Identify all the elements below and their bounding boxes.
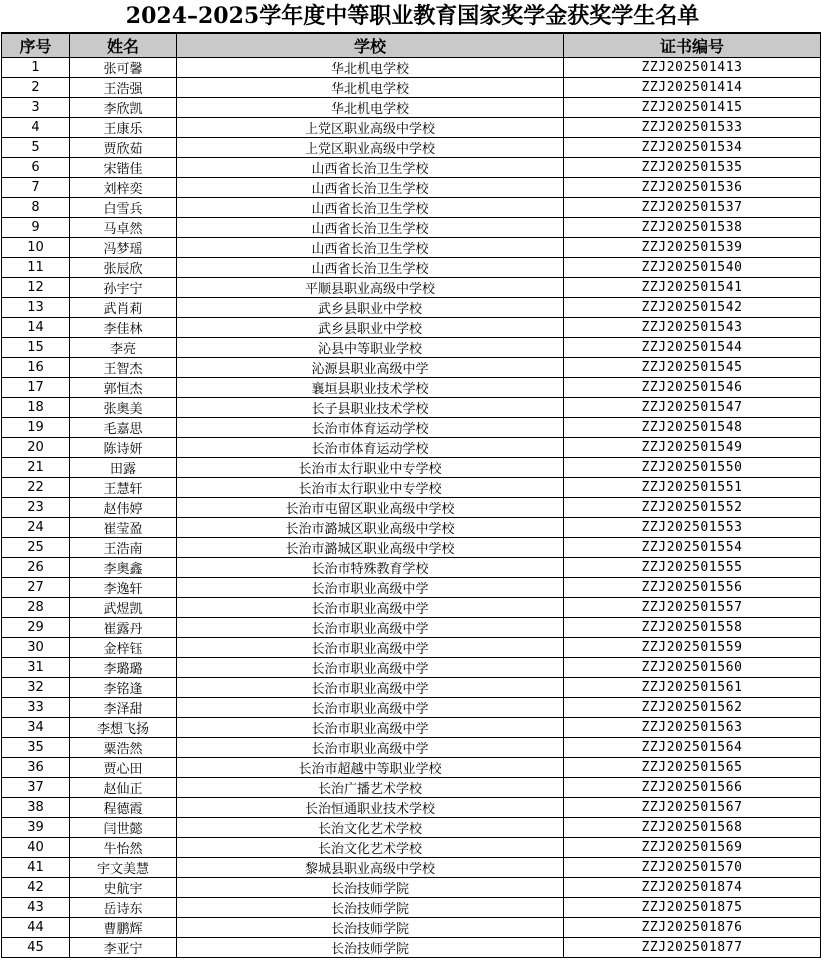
cell-school: 襄垣县职业技术学校 [177,378,564,398]
cell-school: 华北机电学校 [177,98,564,118]
cell-no: 36 [2,758,70,778]
cell-school: 山西省长治卫生学校 [177,198,564,218]
cell-school: 长治市太行职业中专学校 [177,478,564,498]
cell-cert: ZZJ202501545 [564,358,821,378]
cell-name: 史航宇 [70,878,177,898]
cell-no: 22 [2,478,70,498]
cell-school: 山西省长治卫生学校 [177,218,564,238]
cell-school: 长治市潞城区职业高级中学校 [177,518,564,538]
table-row [2,118,821,138]
cell-school: 长治市职业高级中学 [177,698,564,718]
table-row [2,478,821,498]
table-row [2,158,821,178]
table-row [2,638,821,658]
cell-cert: ZZJ202501542 [564,298,821,318]
cell-no: 23 [2,498,70,518]
cell-cert: ZZJ202501876 [564,918,821,938]
cell-school: 平顺县职业高级中学校 [177,278,564,298]
cell-name: 金梓钰 [70,638,177,658]
cell-school: 长治恒通职业技术学校 [177,798,564,818]
cell-name: 毛嘉思 [70,418,177,438]
cell-no: 19 [2,418,70,438]
cell-name: 王康乐 [70,118,177,138]
cell-school: 长治市特殊教育学校 [177,558,564,578]
cell-school: 长治市职业高级中学 [177,638,564,658]
cell-name: 张可馨 [70,58,177,78]
cell-school: 沁源县职业高级中学 [177,358,564,378]
cell-name: 刘梓奕 [70,178,177,198]
table-row [2,418,821,438]
table-row [2,138,821,158]
cell-name: 李亚宁 [70,938,177,958]
table-row [2,318,821,338]
cell-no: 29 [2,618,70,638]
cell-cert: ZZJ202501874 [564,878,821,898]
table-row [2,758,821,778]
cell-school: 武乡县职业中学校 [177,298,564,318]
cell-cert: ZZJ202501535 [564,158,821,178]
cell-no: 33 [2,698,70,718]
table-row [2,438,821,458]
cell-no: 35 [2,738,70,758]
cell-cert: ZZJ202501566 [564,778,821,798]
cell-school: 长治市职业高级中学 [177,718,564,738]
cell-no: 15 [2,338,70,358]
table-row [2,298,821,318]
cell-no: 12 [2,278,70,298]
cell-no: 31 [2,658,70,678]
table-row [2,558,821,578]
cell-cert: ZZJ202501875 [564,898,821,918]
cell-name: 王智杰 [70,358,177,378]
cell-school: 长治市职业高级中学 [177,618,564,638]
cell-cert: ZZJ202501549 [564,438,821,458]
table-row [2,698,821,718]
table-row [2,678,821,698]
table-row [2,58,821,78]
cell-no: 16 [2,358,70,378]
cell-school: 长治市职业高级中学 [177,738,564,758]
table-row [2,798,821,818]
cell-school: 长治市职业高级中学 [177,658,564,678]
cell-cert: ZZJ202501533 [564,118,821,138]
cell-no: 26 [2,558,70,578]
cell-cert: ZZJ202501536 [564,178,821,198]
cell-name: 崔莹盈 [70,518,177,538]
cell-school: 上党区职业高级中学校 [177,138,564,158]
table-row [2,218,821,238]
cell-name: 李欣凯 [70,98,177,118]
table-row [2,238,821,258]
cell-name: 曹鹏辉 [70,918,177,938]
cell-cert: ZZJ202501559 [564,638,821,658]
cell-cert: ZZJ202501537 [564,198,821,218]
cell-no: 34 [2,718,70,738]
cell-no: 32 [2,678,70,698]
cell-name: 赵仙正 [70,778,177,798]
cell-cert: ZZJ202501539 [564,238,821,258]
header-no: 序号 [2,33,70,58]
cell-no: 2 [2,78,70,98]
cell-cert: ZZJ202501415 [564,98,821,118]
cell-school: 长治市体育运动学校 [177,438,564,458]
cell-cert: ZZJ202501553 [564,518,821,538]
cell-school: 长治市职业高级中学 [177,678,564,698]
cell-cert: ZZJ202501538 [564,218,821,238]
cell-no: 11 [2,258,70,278]
cell-school: 沁县中等职业学校 [177,338,564,358]
table-row [2,878,821,898]
cell-cert: ZZJ202501570 [564,858,821,878]
table-row [2,198,821,218]
table-row [2,598,821,618]
cell-name: 李奥鑫 [70,558,177,578]
cell-no: 20 [2,438,70,458]
cell-name: 张辰欣 [70,258,177,278]
cell-name: 李想飞扬 [70,718,177,738]
cell-cert: ZZJ202501534 [564,138,821,158]
cell-name: 岳诗东 [70,898,177,918]
cell-no: 27 [2,578,70,598]
cell-cert: ZZJ202501551 [564,478,821,498]
cell-name: 白雪兵 [70,198,177,218]
cell-cert: ZZJ202501568 [564,818,821,838]
cell-name: 张奥美 [70,398,177,418]
cell-no: 21 [2,458,70,478]
table-row [2,398,821,418]
table-row [2,618,821,638]
table-row [2,778,821,798]
cell-no: 14 [2,318,70,338]
cell-school: 华北机电学校 [177,58,564,78]
cell-no: 6 [2,158,70,178]
cell-no: 3 [2,98,70,118]
table-row [2,98,821,118]
cell-cert: ZZJ202501877 [564,938,821,958]
cell-school: 长治市屯留区职业高级中学校 [177,498,564,518]
table-row [2,278,821,298]
cell-cert: ZZJ202501555 [564,558,821,578]
cell-name: 马卓然 [70,218,177,238]
cell-no: 17 [2,378,70,398]
cell-cert: ZZJ202501544 [564,338,821,358]
cell-name: 贾欣茹 [70,138,177,158]
cell-name: 宋锴佳 [70,158,177,178]
table-row [2,378,821,398]
cell-school: 山西省长治卫生学校 [177,238,564,258]
cell-cert: ZZJ202501569 [564,838,821,858]
cell-name: 李泽甜 [70,698,177,718]
cell-name: 赵伟婷 [70,498,177,518]
cell-cert: ZZJ202501561 [564,678,821,698]
cell-cert: ZZJ202501564 [564,738,821,758]
table-row [2,838,821,858]
cell-cert: ZZJ202501558 [564,618,821,638]
table-row [2,518,821,538]
cell-no: 24 [2,518,70,538]
cell-cert: ZZJ202501540 [564,258,821,278]
cell-cert: ZZJ202501565 [564,758,821,778]
cell-cert: ZZJ202501547 [564,398,821,418]
table-row [2,938,821,958]
header-cert: 证书编号 [564,33,821,58]
cell-school: 长治市太行职业中专学校 [177,458,564,478]
cell-name: 程德霞 [70,798,177,818]
cell-no: 10 [2,238,70,258]
cell-school: 山西省长治卫生学校 [177,158,564,178]
cell-name: 李佳林 [70,318,177,338]
cell-no: 5 [2,138,70,158]
cell-school: 武乡县职业中学校 [177,318,564,338]
cell-school: 长治文化艺术学校 [177,838,564,858]
cell-cert: ZZJ202501556 [564,578,821,598]
table-row [2,458,821,478]
cell-name: 郭恒杰 [70,378,177,398]
cell-no: 7 [2,178,70,198]
cell-cert: ZZJ202501414 [564,78,821,98]
cell-no: 30 [2,638,70,658]
cell-name: 王慧轩 [70,478,177,498]
cell-school: 长治市潞城区职业高级中学校 [177,538,564,558]
table-row [2,498,821,518]
cell-no: 37 [2,778,70,798]
cell-no: 8 [2,198,70,218]
cell-school: 长治市职业高级中学 [177,598,564,618]
table-row [2,258,821,278]
cell-no: 1 [2,58,70,78]
cell-cert: ZZJ202501560 [564,658,821,678]
cell-name: 王浩南 [70,538,177,558]
cell-name: 武肖莉 [70,298,177,318]
cell-name: 李亮 [70,338,177,358]
cell-no: 45 [2,938,70,958]
cell-school: 长治文化艺术学校 [177,818,564,838]
cell-no: 39 [2,818,70,838]
cell-no: 44 [2,918,70,938]
cell-cert: ZZJ202501548 [564,418,821,438]
cell-no: 18 [2,398,70,418]
table-row [2,738,821,758]
cell-school: 长治技师学院 [177,898,564,918]
cell-school: 长治技师学院 [177,918,564,938]
cell-name: 贾心田 [70,758,177,778]
table-row [2,858,821,878]
cell-school: 山西省长治卫生学校 [177,178,564,198]
table-row [2,818,821,838]
cell-name: 冯梦瑶 [70,238,177,258]
page-title: 2024–2025学年度中等职业教育国家奖学金获奖学生名单 [125,3,700,29]
award-table [1,32,821,958]
table-row [2,578,821,598]
cell-school: 黎城县职业高级中学校 [177,858,564,878]
cell-no: 43 [2,898,70,918]
cell-cert: ZZJ202501554 [564,538,821,558]
cell-school: 长治市职业高级中学 [177,578,564,598]
table-header-row [2,33,821,58]
cell-name: 田露 [70,458,177,478]
cell-cert: ZZJ202501546 [564,378,821,398]
cell-no: 25 [2,538,70,558]
cell-cert: ZZJ202501550 [564,458,821,478]
table-row [2,538,821,558]
cell-cert: ZZJ202501567 [564,798,821,818]
header-name: 姓名 [70,33,177,58]
cell-no: 40 [2,838,70,858]
cell-name: 牛怡然 [70,838,177,858]
cell-no: 28 [2,598,70,618]
cell-no: 13 [2,298,70,318]
cell-name: 闫世懿 [70,818,177,838]
table-row [2,718,821,738]
cell-cert: ZZJ202501541 [564,278,821,298]
cell-school: 长治市超越中等职业学校 [177,758,564,778]
cell-cert: ZZJ202501563 [564,718,821,738]
cell-school: 长治技师学院 [177,938,564,958]
cell-cert: ZZJ202501413 [564,58,821,78]
cell-school: 长子县职业技术学校 [177,398,564,418]
cell-school: 长治技师学院 [177,878,564,898]
cell-name: 武煜凯 [70,598,177,618]
cell-name: 王浩强 [70,78,177,98]
cell-no: 4 [2,118,70,138]
cell-no: 41 [2,858,70,878]
cell-name: 孙宇宁 [70,278,177,298]
table-row [2,338,821,358]
cell-no: 42 [2,878,70,898]
cell-name: 宇文美慧 [70,858,177,878]
cell-school: 华北机电学校 [177,78,564,98]
table-row [2,78,821,98]
cell-cert: ZZJ202501552 [564,498,821,518]
cell-school: 山西省长治卫生学校 [177,258,564,278]
cell-no: 9 [2,218,70,238]
table-row [2,358,821,378]
header-school: 学校 [177,33,564,58]
cell-name: 李铭逢 [70,678,177,698]
cell-school: 长治市体育运动学校 [177,418,564,438]
cell-school: 长治广播艺术学校 [177,778,564,798]
cell-cert: ZZJ202501557 [564,598,821,618]
cell-name: 崔露丹 [70,618,177,638]
table-row [2,898,821,918]
cell-name: 粟浩然 [70,738,177,758]
cell-cert: ZZJ202501562 [564,698,821,718]
cell-no: 38 [2,798,70,818]
table-row [2,178,821,198]
cell-name: 陈诗妍 [70,438,177,458]
table-row [2,918,821,938]
table-row [2,658,821,678]
cell-name: 李璐璐 [70,658,177,678]
cell-name: 李逸轩 [70,578,177,598]
cell-school: 上党区职业高级中学校 [177,118,564,138]
cell-cert: ZZJ202501543 [564,318,821,338]
